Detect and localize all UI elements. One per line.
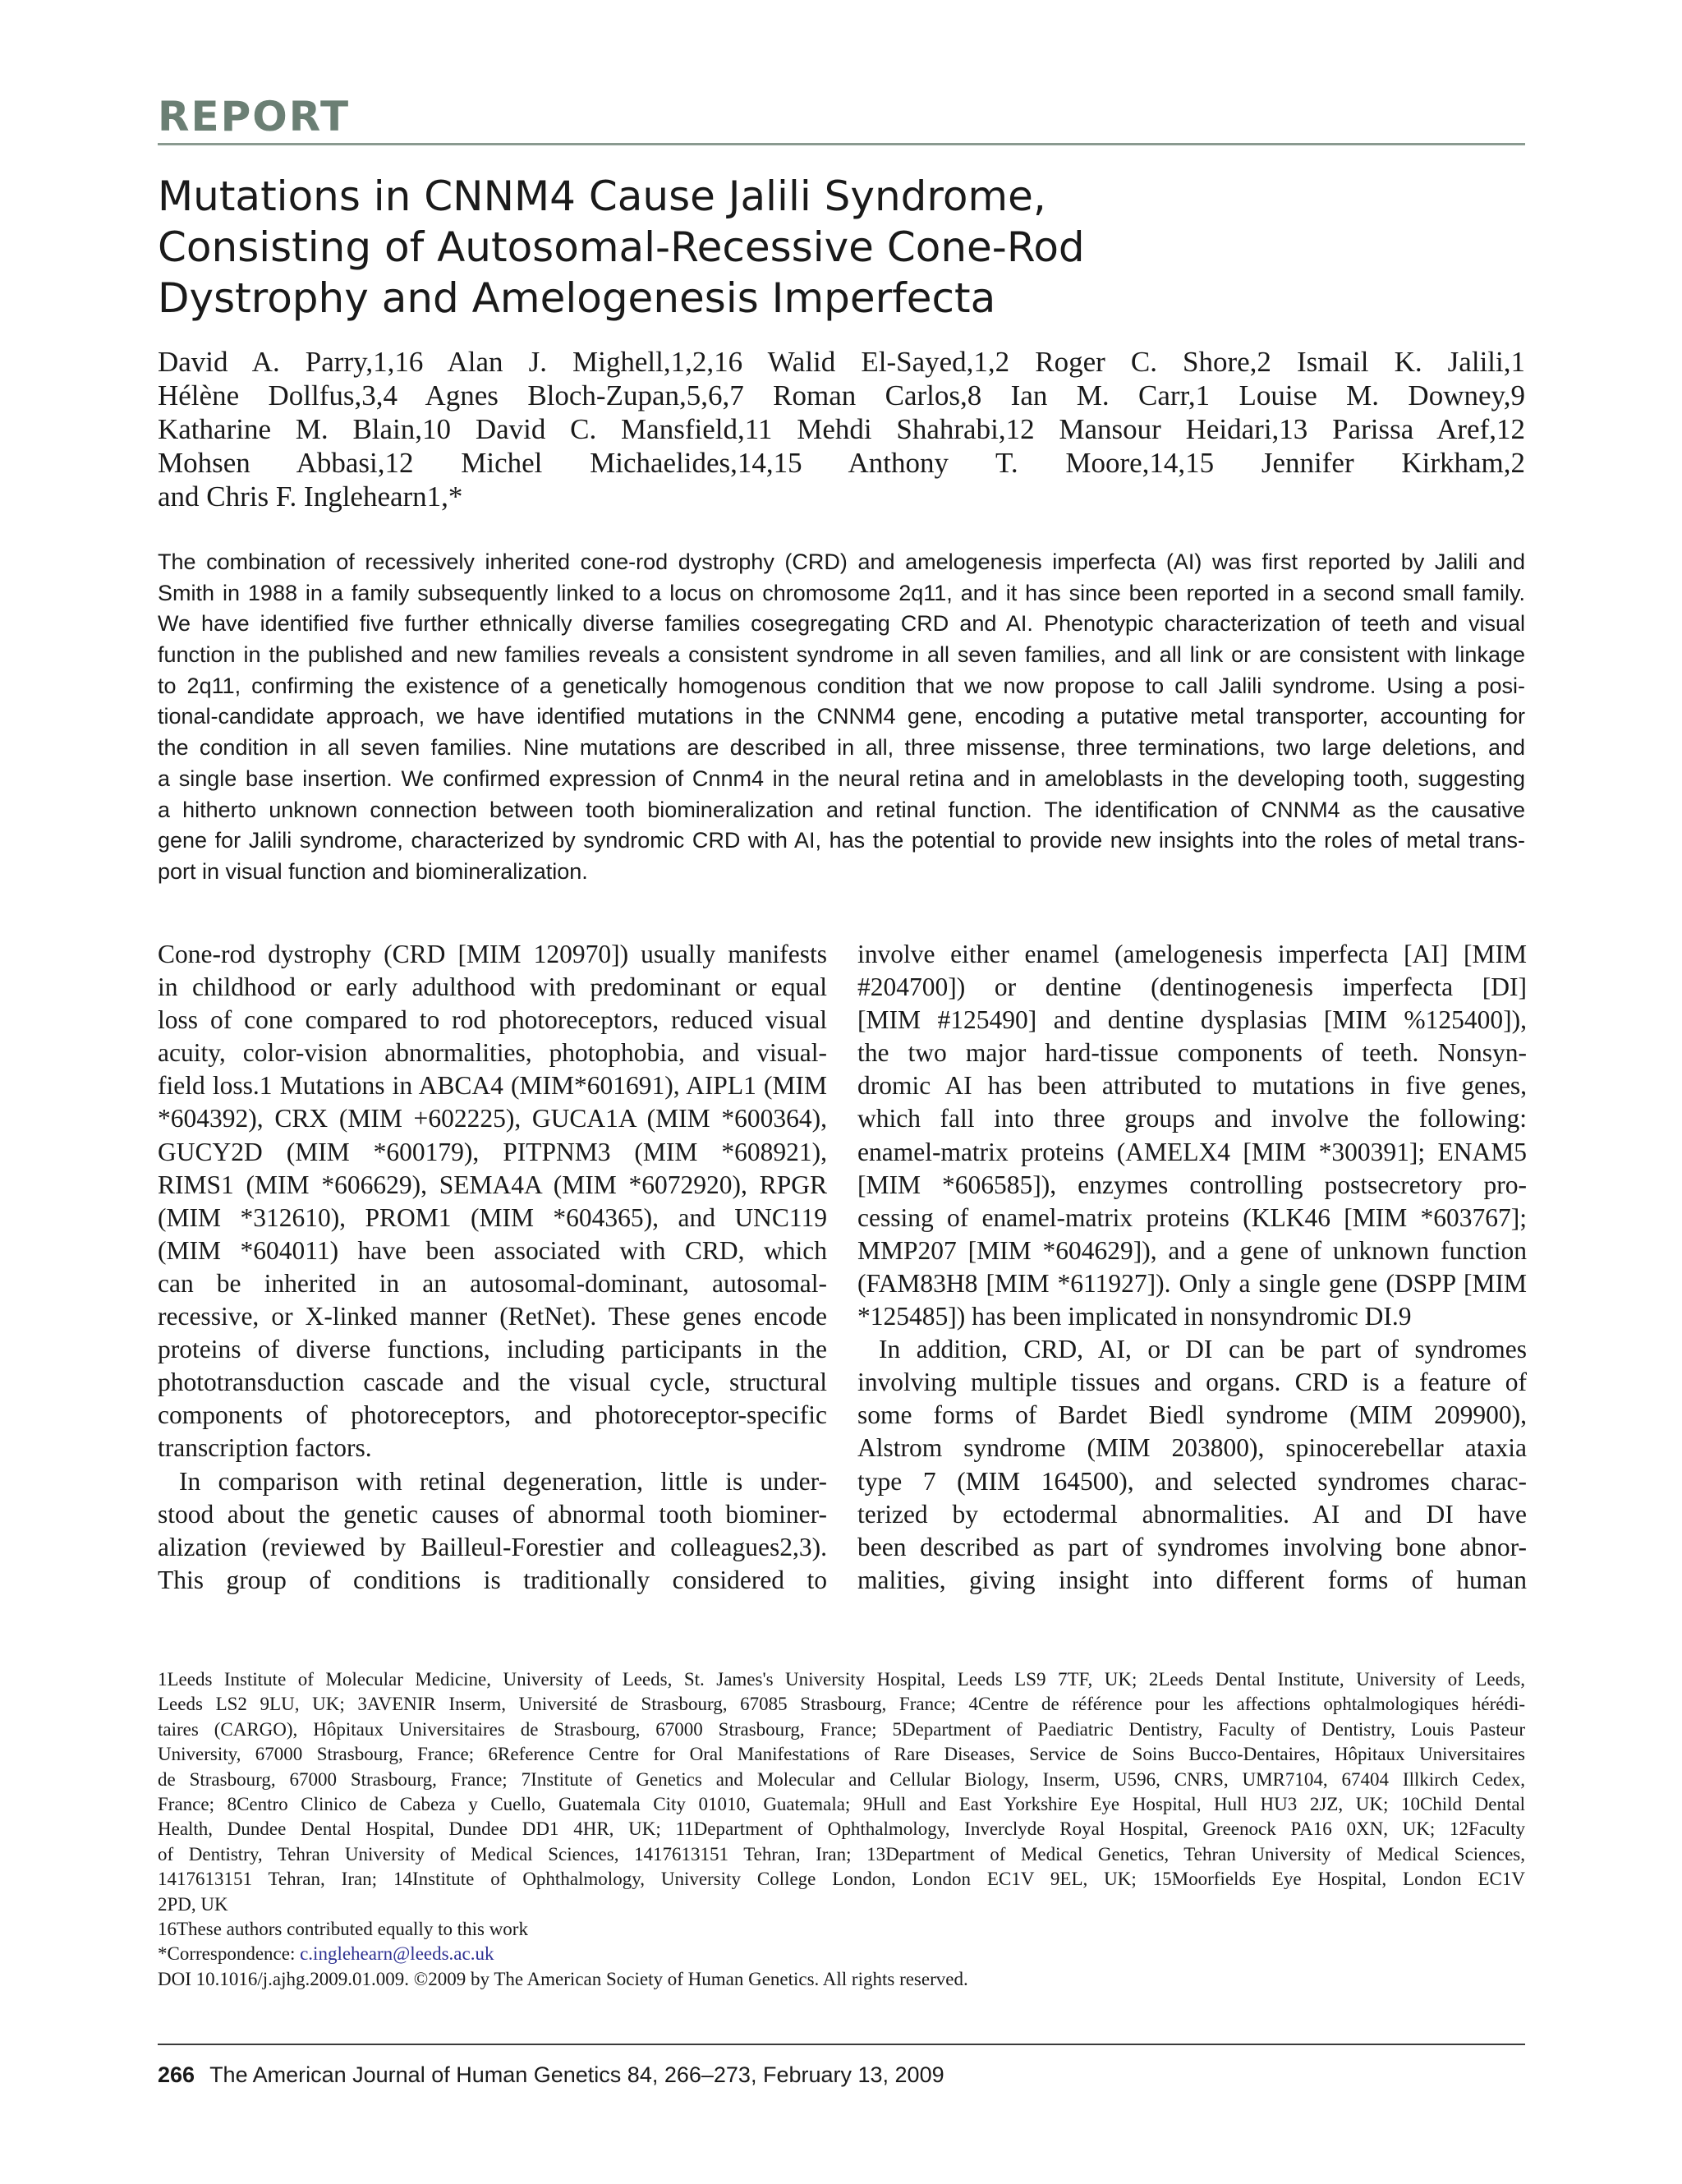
abstract-line: function in the published and new families reveals a consistent syndrome in all seven families, and all link or are consistent with linkage — [158, 642, 1525, 668]
article-title — [158, 171, 1390, 324]
abstract-line: gene for Jalili syndrome, characterized by syndromic CRD with AI, has the potential to provide new insights into the roles of metal trans- — [158, 828, 1525, 853]
author-line: David A. Parry,1,16 Alan J. Mighell,1,2,16 Walid El-Sayed,1,2 Roger C. Shore,2 Ismail K. Jalili,1 — [158, 346, 1525, 378]
author-line: and Chris F. Inglehearn1,* — [158, 480, 463, 513]
author-line: Katharine M. Blain,10 David C. Mansfield,11 Mehdi Shahrabi,12 Mansour Heidari,13 Parissa Aref,12 — [158, 413, 1525, 445]
body-line: RIMS1 (MIM *606629), SEMA4A (MIM *6072920), RPGR — [158, 1170, 827, 1199]
affiliation-line: Health, Dundee Dental Hospital, Dundee DD1 4HR, UK; 11Department of Ophthalmology, Inverclyde Royal Hospital, Greenock PA16 0XN, UK; 12Faculty — [158, 1818, 1525, 1840]
affiliation-line: of Dentistry, Tehran University of Medical Sciences, 1417613151 Tehran, Iran; 13Department of Medical Genetics, Tehran University of Medical Sciences, — [158, 1843, 1525, 1864]
body-line: acuity, color-vision abnormalities, photophobia, and visual- — [158, 1038, 827, 1068]
title-line: Dystrophy and Amelogenesis Imperfecta — [158, 274, 996, 322]
body-column-right — [857, 938, 1527, 1597]
page-footer — [158, 2060, 944, 2090]
abstract-line: a hitherto unknown connection between tooth biomineralization and retinal function. The identification of CNNM4 as the causative — [158, 797, 1525, 822]
body-line: components of photoreceptors, and photoreceptor-specific — [158, 1400, 827, 1430]
body-line: which fall into three groups and involve the following: — [857, 1104, 1527, 1133]
abstract-line: The combination of recessively inherited cone-rod dystrophy (CRD) and amelogenesis imperfecta (AI) was first reported by Jalili and — [158, 549, 1525, 574]
abstract-line: to 2q11, confirming the existence of a genetically homogenous condition that we now propose to call Jalili syndrome. Using a posi- — [158, 673, 1525, 698]
body-line: Alstrom syndrome (MIM 203800), spinocerebellar ataxia — [857, 1433, 1527, 1463]
footer-rule — [158, 2044, 1525, 2045]
title-line: Mutations in CNNM4 Cause Jalili Syndrome, — [158, 172, 1046, 220]
body-line: field loss.1 Mutations in ABCA4 (MIM*601691), AIPL1 (MIM — [158, 1071, 827, 1101]
body-line: can be inherited in an autosomal-dominant, autosomal- — [158, 1268, 827, 1298]
abstract-line: tional-candidate approach, we have identified mutations in the CNNM4 gene, encoding a putative metal transporter, accounting for — [158, 704, 1525, 729]
body-line: GUCY2D (MIM *600179), PITPNM3 (MIM *608921), — [158, 1137, 827, 1166]
correspondence-note — [158, 1942, 1525, 1966]
section-label: REPORT — [158, 93, 351, 140]
body-line: loss of cone compared to rod photoreceptors, reduced visual — [158, 1005, 827, 1035]
body-line: involve either enamel (amelogenesis imperfecta [AI] [MIM — [857, 940, 1527, 968]
body-line: stood about the genetic causes of abnormal tooth biominer- — [158, 1499, 827, 1529]
correspondence-label: *Correspondence: — [158, 1943, 301, 1965]
body-column-left — [158, 938, 827, 1597]
body-line: (MIM *312610), PROM1 (MIM *604365), and UNC119 — [158, 1202, 827, 1232]
footnotes — [158, 1667, 1525, 1992]
body-line: malities, giving insight into different forms of human — [857, 1565, 1527, 1594]
body-line: phototransduction cascade and the visual cycle, structural — [158, 1368, 827, 1397]
body-line: [MIM #125490] and dentine dysplasias [MIM %125400]), — [857, 1005, 1527, 1035]
body-line: type 7 (MIM 164500), and selected syndromes charac- — [857, 1466, 1527, 1496]
page-number: 266 — [158, 2062, 195, 2087]
abstract-line: We have identified five further ethnically diverse families cosegregating CRD and AI. Phenotypic characterization of teeth and visual — [158, 611, 1525, 637]
body-line: cessing of enamel-matrix proteins (KLK46 [MIM *603767]; — [857, 1202, 1527, 1232]
body-line: Cone-rod dystrophy (CRD [MIM 120970]) usually manifests — [158, 940, 827, 968]
author-line: Mohsen Abbasi,12 Michel Michaelides,14,15 Anthony T. Moore,14,15 Jennifer Kirkham,2 — [158, 447, 1525, 479]
affiliation-line: France; 8Centro Clinico de Cabeza y Cuello, Guatemala City 01010, Guatemala; 9Hull and East Yorkshire Eye Hospital, Hull HU3 2JZ, UK; 10Child Dental — [158, 1793, 1525, 1814]
body-line: This group of conditions is traditionally considered to — [158, 1565, 827, 1594]
affiliation-line: Leeds LS2 9LU, UK; 3AVENIR Inserm, Université de Strasbourg, 67085 Strasbourg, France; 4Centre de référence pour les affections ophtalmologiques hérédi- — [158, 1694, 1525, 1715]
body-line: alization (reviewed by Bailleul-Forestier and colleagues2,3). — [158, 1532, 827, 1561]
body-line: involving multiple tissues and organs. CRD is a feature of — [857, 1368, 1527, 1397]
journal-citation: The American Journal of Human Genetics 84, 266–273, February 13, 2009 — [209, 2062, 944, 2087]
body-line: enamel-matrix proteins (AMELX4 [MIM *300391]; ENAM5 — [857, 1137, 1527, 1166]
body-line: *125485]) has been implicated in nonsyndromic DI.9 — [857, 1302, 1412, 1331]
abstract-line: the condition in all seven families. Nine mutations are described in all, three missense, three terminations, two large deletions, and — [158, 735, 1525, 761]
equal-contribution-note: 16These authors contributed equally to this work — [158, 1918, 528, 1939]
affiliation-line: 1Leeds Institute of Molecular Medicine, University of Leeds, St. James's University Hospital, Leeds LS9 7TF, UK; 2Leeds Dental Institute, University of Leeds, — [158, 1669, 1525, 1690]
body-line: the two major hard-tissue components of teeth. Nonsyn- — [857, 1038, 1527, 1068]
body-line: MMP207 [MIM *604629]), and a gene of unknown function — [857, 1235, 1527, 1265]
abstract-line: port in visual function and biomineralization. — [158, 858, 588, 884]
author-list — [158, 345, 1525, 513]
abstract — [158, 547, 1525, 888]
abstract-line: a single base insertion. We confirmed expression of Cnnm4 in the neural retina and in ameloblasts in the developing tooth, suggesting — [158, 766, 1525, 791]
body-line: some forms of Bardet Biedl syndrome (MIM 209900), — [857, 1400, 1527, 1430]
doi-line: DOI 10.1016/j.ajhg.2009.01.009. ©2009 by The American Society of Human Genetics. All rights reserved. — [158, 1968, 968, 1989]
body-line: dromic AI has been attributed to mutations in five genes, — [857, 1071, 1527, 1101]
body-line: #204700]) or dentine (dentinogenesis imperfecta [DI] — [857, 972, 1527, 1002]
affiliation-line: de Strasbourg, 67000 Strasbourg, France; 7Institute of Genetics and Molecular and Cellular Biology, Inserm, U596, CNRS, UMR7104, 67404 Illkirch Cedex, — [158, 1768, 1525, 1790]
body-line: In addition, CRD, AI, or DI can be part of syndromes — [879, 1335, 1527, 1364]
body-line: terized by ectodermal abnormalities. AI and DI have — [857, 1499, 1527, 1529]
title-line: Consisting of Autosomal-Recessive Cone-Rod — [158, 223, 1085, 271]
abstract-line: Smith in 1988 in a family subsequently linked to a locus on chromosome 2q11, and it has since been reported in a second small family. — [158, 580, 1525, 605]
correspondence-email-link[interactable]: c.inglehearn@leeds.ac.uk — [300, 1943, 494, 1965]
header-rule — [158, 143, 1525, 145]
body-line: (FAM83H8 [MIM *611927]). Only a single gene (DSPP [MIM — [857, 1268, 1527, 1298]
body-line: recessive, or X-linked manner (RetNet). These genes encode — [158, 1302, 827, 1331]
affiliation-line: 1417613151 Tehran, Iran; 14Institute of Ophthalmology, University College London, London EC1V 9EL, UK; 15Moorfields Eye Hospital, London EC1V — [158, 1869, 1525, 1890]
affiliation-line: taires (CARGO), Hôpitaux Universitaires de Strasbourg, 67000 Strasbourg, France; 5Department of Paediatric Dentistry, Faculty of Dentistry, Louis Pasteur — [158, 1718, 1525, 1740]
body-line: been described as part of syndromes involving bone abnor- — [857, 1532, 1527, 1561]
body-line: in childhood or early adulthood with predominant or equal — [158, 972, 827, 1002]
body-line: [MIM *606585]), enzymes controlling postsecretory pro- — [857, 1170, 1527, 1199]
affiliation-line: University, 67000 Strasbourg, France; 6Reference Centre for Oral Manifestations of Rare Diseases, Service de Soins Bucco-Dentaires, Hôpitaux Universitaires — [158, 1744, 1525, 1765]
body-line: In comparison with retinal degeneration, little is under- — [179, 1466, 827, 1496]
affiliation-line: 2PD, UK — [158, 1893, 228, 1915]
body-line: (MIM *604011) have been associated with CRD, which — [158, 1235, 827, 1265]
body-line: transcription factors. — [158, 1433, 372, 1463]
body-line: proteins of diverse functions, including participants in the — [158, 1335, 827, 1364]
author-line: Hélène Dollfus,3,4 Agnes Bloch-Zupan,5,6,7 Roman Carlos,8 Ian M. Carr,1 Louise M. Downey,9 — [158, 379, 1525, 412]
body-line: *604392), CRX (MIM +602225), GUCA1A (MIM *600364), — [158, 1104, 827, 1133]
